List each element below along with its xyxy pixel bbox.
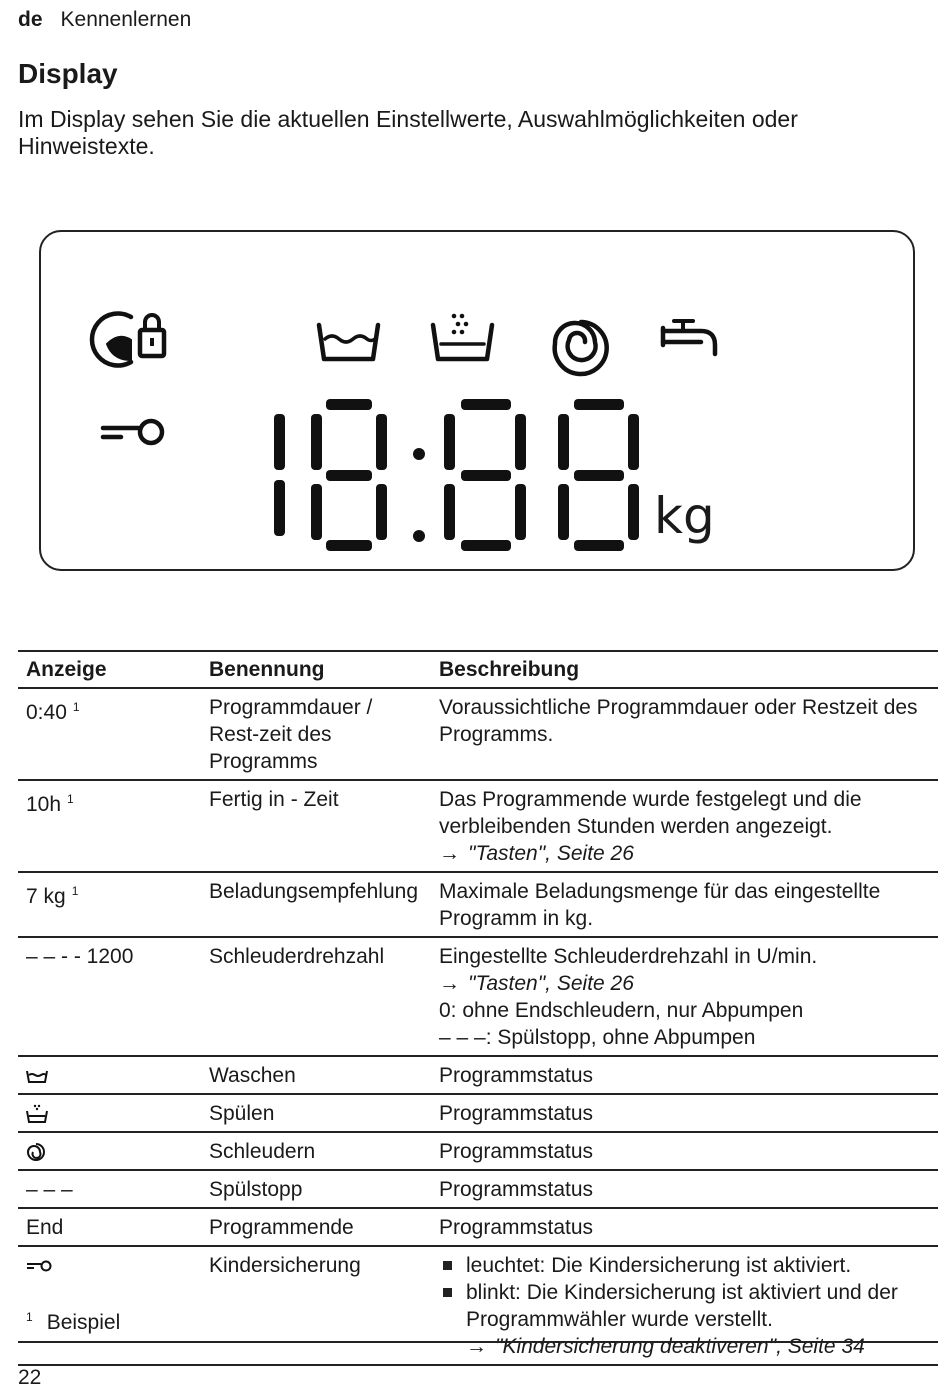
cell-anzeige (18, 1094, 201, 1132)
door-lock-icon (92, 314, 164, 366)
cell-anzeige: – – - - 1200 (18, 937, 201, 1056)
table-row (18, 1094, 938, 1132)
arrow-icon: → (439, 842, 460, 865)
bullet-square-icon (443, 1261, 452, 1270)
cell-anzeige: – – – (18, 1170, 201, 1208)
table-row (18, 780, 938, 872)
cell-beschreibung: Voraussichtliche Programmdauer oder Restzeit des Programms. (431, 688, 938, 780)
description-text: 0: ohne Endschleudern, nur Abpumpen (439, 999, 804, 1022)
cell-anzeige (18, 1132, 201, 1170)
cell-benennung: Waschen (201, 1056, 431, 1094)
description-text: Das Programmende wurde festgelegt und die verbleibenden Stunden werden angezeigt. (439, 788, 862, 838)
seven-segment-digits (274, 399, 639, 551)
page-reference-link[interactable] (439, 970, 930, 997)
cell-beschreibung: Maximale Beladungsmenge für das eingestellte Programm in kg. (431, 872, 938, 937)
table-row (18, 1132, 938, 1170)
table-row (18, 872, 938, 937)
tap-icon (663, 321, 715, 354)
cell-benennung: Spülstopp (201, 1170, 431, 1208)
display-illustration (39, 230, 915, 571)
display-unit-kg: kg (654, 487, 715, 545)
cell-benennung: Spülen (201, 1094, 431, 1132)
spin-icon (26, 1142, 46, 1162)
cell-beschreibung: Programmstatus (431, 1132, 938, 1170)
table-row (18, 688, 938, 780)
key-icon (26, 1259, 52, 1273)
col-header-beschreibung: Beschreibung (431, 651, 938, 688)
display-table (18, 650, 938, 1366)
bullet-text: blinkt: Die Kindersicherung ist aktiviert und der Programmwähler wurde verstellt. (466, 1281, 898, 1331)
anzeige-value: 0:40 (26, 701, 67, 724)
bullet-text: leuchtet: Die Kindersicherung ist aktiviert. (466, 1254, 852, 1277)
language-code: de (18, 8, 43, 31)
cell-benennung: Schleudern (201, 1132, 431, 1170)
col-header-anzeige: Anzeige (18, 651, 201, 688)
page-title: Display (18, 58, 118, 89)
reference-text: "Kindersicherung deaktiveren", Seite 34 (495, 1335, 865, 1358)
page-header (18, 8, 191, 32)
page-number: 22 (18, 1366, 42, 1389)
page-reference-link[interactable] (439, 840, 930, 867)
reference-text: "Tasten", Seite 26 (468, 972, 634, 995)
bullet-square-icon (443, 1288, 452, 1297)
table-header-row (18, 651, 938, 688)
description-text: Eingestellte Schleuderdrehzahl in U/min. (439, 945, 818, 968)
table-row (18, 937, 938, 1056)
table-row (18, 1056, 938, 1094)
wash-icon (319, 325, 378, 359)
cell-anzeige (18, 1056, 201, 1094)
spin-icon (555, 322, 607, 374)
display-graphic (41, 232, 917, 573)
cell-anzeige (18, 780, 201, 872)
cell-beschreibung: Programmstatus (431, 1056, 938, 1094)
footnote-ref: 1 (71, 884, 79, 898)
col-header-benennung: Benennung (201, 651, 431, 688)
footnote-text: Beispiel (46, 1311, 121, 1334)
cell-beschreibung: Programmstatus (431, 1170, 938, 1208)
cell-beschreibung (431, 780, 938, 872)
rinse-icon (26, 1104, 48, 1124)
footnote (18, 1306, 938, 1343)
cell-benennung: Programmdauer / Rest-zeit des Programms (201, 688, 431, 780)
footnote-ref: 1 (72, 700, 80, 714)
anzeige-value: 7 kg (26, 885, 66, 908)
key-icon (103, 421, 162, 443)
cell-benennung: Programmende (201, 1208, 431, 1246)
section-title: Kennenlernen (60, 8, 192, 31)
cell-anzeige (18, 872, 201, 937)
cell-benennung: Fertig in - Zeit (201, 780, 431, 872)
cell-beschreibung (431, 937, 938, 1056)
cell-benennung: Kindersicherung (201, 1246, 431, 1365)
table-row (18, 1208, 938, 1246)
cell-beschreibung: Programmstatus (431, 1094, 938, 1132)
cell-benennung: Beladungsempfehlung (201, 872, 431, 937)
reference-text: "Tasten", Seite 26 (468, 842, 634, 865)
cell-anzeige: End (18, 1208, 201, 1246)
table-row (18, 1170, 938, 1208)
cell-anzeige (18, 688, 201, 780)
rinse-icon (433, 314, 492, 359)
cell-benennung: Schleuderdrehzahl (201, 937, 431, 1056)
arrow-icon: → (466, 1335, 487, 1358)
bullet-item (439, 1252, 930, 1279)
arrow-icon: → (439, 972, 460, 995)
wash-icon (26, 1068, 48, 1084)
footnote-ref: 1 (67, 792, 74, 806)
intro-text: Im Display sehen Sie die aktuellen Einstellwerte, Auswahlmöglichkeiten oder Hinweistexte. (18, 106, 798, 159)
description-text: – – –: Spülstopp, ohne Abpumpen (439, 1026, 756, 1049)
cell-beschreibung: Programmstatus (431, 1208, 938, 1246)
footnote-mark: 1 (26, 1310, 33, 1324)
anzeige-value: 10h (26, 793, 62, 816)
